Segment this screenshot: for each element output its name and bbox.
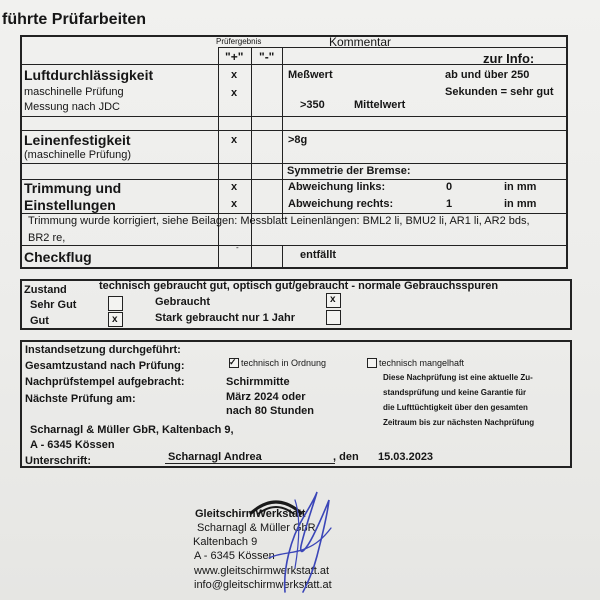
section-title: führte Prüfarbeiten <box>2 11 147 28</box>
zur-info-header: zur Info: <box>483 51 535 66</box>
check-value: entfällt <box>300 249 337 261</box>
leinen-x: x <box>231 134 238 146</box>
bad-checkbox[interactable] <box>367 358 377 368</box>
disclaimer-1: Diese Nachprüfung ist eine aktuelle Zu- <box>383 373 533 382</box>
company-line2: A - 6345 Kössen <box>30 439 115 451</box>
symmetrie-label: Symmetrie der Bremse: <box>287 165 411 177</box>
disclaimer-2: standsprüfung und keine Garantie für <box>383 388 527 397</box>
trimm-title2: Einstellungen <box>24 197 116 213</box>
gebraucht-mark: x <box>330 294 336 305</box>
unterschrift-label: Unterschrift: <box>25 455 92 467</box>
gut-label: Gut <box>30 315 49 327</box>
luft-title: Luftdurchlässigkeit <box>24 67 154 83</box>
stark-checkbox[interactable] <box>326 310 341 325</box>
next-check-1: März 2024 oder <box>226 391 306 403</box>
stamp-logo-part2: Werkstatt <box>255 508 306 520</box>
trimm-title1: Trimmung und <box>24 180 122 196</box>
next-check-2: nach 80 Stunden <box>226 405 315 417</box>
stamp-line2: Kaltenbach 9 <box>193 536 258 548</box>
trimm-note2: BR2 re, <box>28 232 66 244</box>
stamp-line5: info@gleitschirmwerkstatt.at <box>194 579 332 591</box>
stamp-line4: www.gleitschirmwerkstatt.at <box>194 565 330 577</box>
stempel-value: Schirmmitte <box>226 376 290 388</box>
ok-label: technisch in Ordnung <box>241 358 327 368</box>
luft-info1: ab und über 250 <box>445 69 530 81</box>
stamp-line3: A - 6345 Kössen <box>194 550 275 562</box>
disclaimer-3: die Lufttüchtigkeit über den gesamten <box>383 403 528 412</box>
gut-mark: x <box>112 314 118 325</box>
trimm-note1: Trimmung wurde korrigiert, siehe Beilagen: Messblatt Leinenlängen: BML2 li, BMU2 li, AR1 li, AR2 bds, <box>28 215 530 227</box>
instand-line1: Instandsetzung durchgeführt: <box>25 344 181 356</box>
links-value: 0 <box>446 181 453 193</box>
luft-sub2: Messung nach JDC <box>24 101 120 113</box>
leinen-value: >8g <box>288 134 308 146</box>
check-dash: - <box>236 243 239 252</box>
kommentar-header: Kommentar <box>329 35 392 49</box>
instand-line3: Nachprüfstempel aufgebracht: <box>25 376 185 388</box>
bad-label: technisch mangelhaft <box>379 358 465 368</box>
luft-x2: x <box>231 87 238 99</box>
gebraucht-label: Gebraucht <box>155 296 211 308</box>
zustand-label: Zustand <box>24 284 67 296</box>
luft-sub1: maschinelle Prüfung <box>24 86 124 98</box>
luft-x1: x <box>231 69 238 81</box>
disclaimer-4: Zeitraum bis zur nächsten Nachprüfung <box>383 418 535 427</box>
minus-header: "-" <box>259 50 275 64</box>
stark-label: Stark gebraucht nur 1 Jahr <box>155 312 295 324</box>
ok-mark: ✓ <box>229 357 237 367</box>
company-line1: Scharnagl & Müller GbR, Kaltenbach 9, <box>30 424 234 436</box>
trimm-x2: x <box>231 198 238 210</box>
leinen-title: Leinenfestigkeit <box>24 132 131 148</box>
pruefergebnis-header: Prüfergebnis <box>216 37 262 46</box>
signer-name: Scharnagl Andrea <box>168 451 262 463</box>
sehr-gut-label: Sehr Gut <box>30 299 77 311</box>
instand-line2: Gesamtzustand nach Prüfung: <box>25 360 185 372</box>
rechts-label: Abweichung rechts: <box>288 198 394 210</box>
luft-info2: Sekunden = sehr gut <box>445 86 554 98</box>
instand-line4: Nächste Prüfung am: <box>25 393 136 405</box>
links-label: Abweichung links: <box>288 181 386 193</box>
rechts-unit: in mm <box>504 198 537 210</box>
luft-mittelwert: Mittelwert <box>354 99 406 111</box>
handwritten-signature <box>255 488 345 598</box>
stamp-logo-part1: Gleitschirm <box>195 508 256 520</box>
sehr-gut-checkbox[interactable] <box>108 296 123 311</box>
plus-header: "+" <box>225 50 244 64</box>
luft-messwert: Meßwert <box>288 69 333 81</box>
links-unit: in mm <box>504 181 537 193</box>
signature-date: 15.03.2023 <box>378 451 434 463</box>
rechts-value: 1 <box>446 198 453 210</box>
check-title: Checkflug <box>24 249 92 265</box>
trimm-x1: x <box>231 181 238 193</box>
den-label: , den <box>333 451 359 463</box>
luft-value: >350 <box>300 99 325 111</box>
zustand-desc: technisch gebraucht gut, optisch gut/gebraucht - normale Gebrauchsspuren <box>99 280 499 292</box>
stamp-line1: Scharnagl & Müller GbR <box>197 522 316 534</box>
leinen-sub: (maschinelle Prüfung) <box>24 149 131 161</box>
